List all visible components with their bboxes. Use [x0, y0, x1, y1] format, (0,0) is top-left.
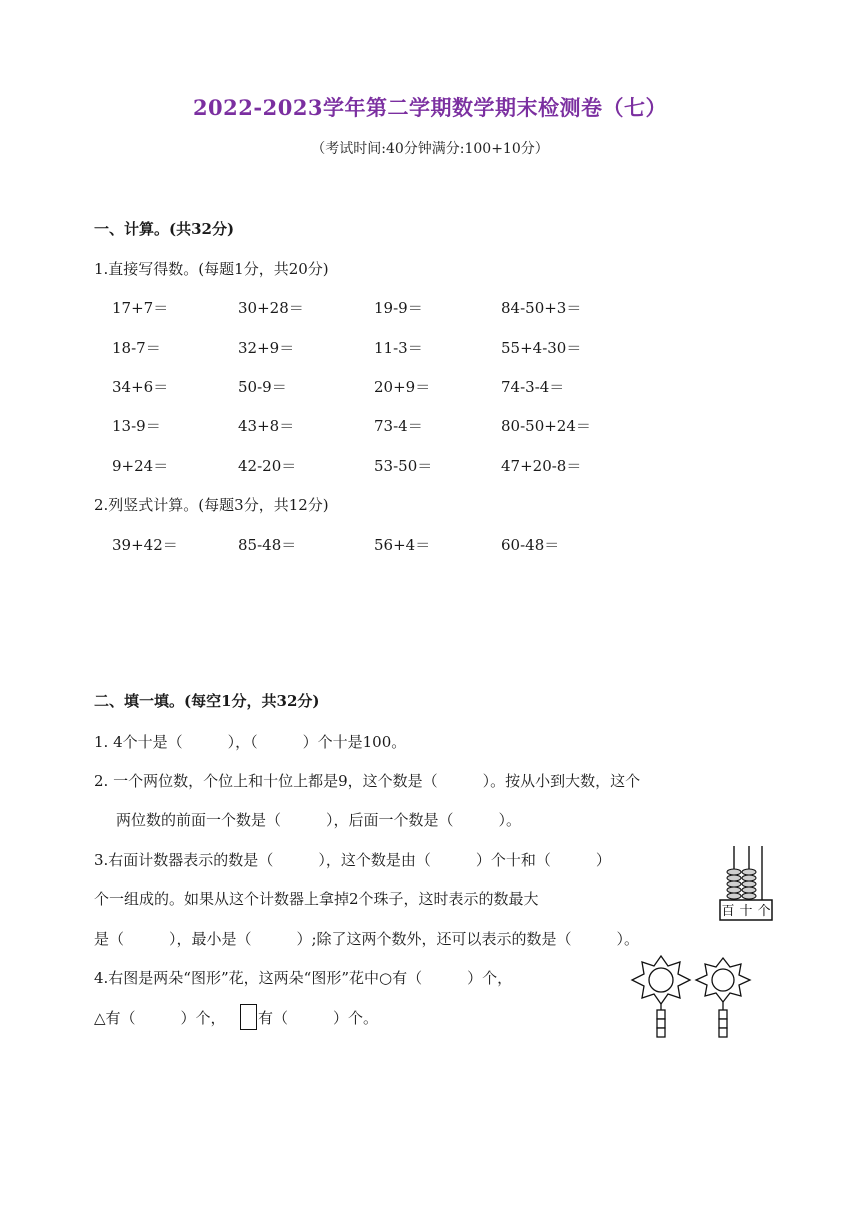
page-title: 2022-2023学年第二学期数学期末检测卷（七）	[192, 95, 668, 120]
rectangle-icon	[240, 1004, 257, 1030]
calc-item: 17+7＝	[112, 299, 169, 317]
abacus-label: 十	[739, 904, 753, 919]
fill-q2-line2: 两位数的前面一个数是（ ），后面一个数是（ ）。	[116, 811, 522, 829]
calc-item: 18-7＝	[112, 339, 161, 357]
fill-q2-line1: 2. 一个两位数，个位上和十位上都是9，这个数是（ ）。按从小到大数，这个	[94, 772, 641, 790]
section2-heading: 二、填一填。(每空1分，共32分)	[94, 692, 320, 710]
calc-item: 56+4＝	[374, 536, 431, 554]
calc-item: 11-3＝	[374, 339, 423, 357]
abacus-label: 百	[721, 904, 735, 919]
calc-item: 74-3-4＝	[501, 378, 565, 396]
calc-item: 39+42＝	[112, 536, 178, 554]
calc-item: 13-9＝	[112, 417, 161, 435]
calc-item: 42-20＝	[238, 457, 297, 475]
calc-item: 32+9＝	[238, 339, 295, 357]
fill-q3-line3: 是（ ），最小是（ ）;除了这两个数外，还可以表示的数是（ ）。	[94, 930, 640, 948]
section1-heading: 一、计算。(共32分)	[94, 220, 235, 238]
calc-item: 30+28＝	[238, 299, 304, 317]
calc-item: 47+20-8＝	[501, 457, 582, 475]
fill-q1: 1. 4个十是（ ），（ ）个十是100。	[94, 733, 407, 751]
calc-item: 43+8＝	[238, 417, 295, 435]
calc-item: 50-9＝	[238, 378, 287, 396]
calc-item: 9+24＝	[112, 457, 169, 475]
abacus-label: 个	[757, 904, 771, 919]
calc-item: 19-9＝	[374, 299, 423, 317]
q1-title: 1.直接写得数。(每题1分，共20分)	[94, 260, 329, 278]
q2-title: 2.列竖式计算。(每题3分，共12分)	[94, 496, 329, 514]
calc-item: 80-50+24＝	[501, 417, 591, 435]
calc-item: 34+6＝	[112, 378, 169, 396]
calc-item: 60-48＝	[501, 536, 560, 554]
fill-q3-line2: 个一组成的。如果从这个计数器上拿掉2个珠子，这时表示的数最大	[94, 890, 539, 908]
shape-flowers-icon	[630, 952, 762, 1044]
fill-q4-line2a: △有（ ）个，	[94, 1009, 226, 1027]
calc-item: 20+9＝	[374, 378, 431, 396]
calc-item: 53-50＝	[374, 457, 433, 475]
fill-q4-line2b: 有（ ）个。	[258, 1009, 379, 1027]
calc-item: 73-4＝	[374, 417, 423, 435]
calc-item: 85-48＝	[238, 536, 297, 554]
fill-q4-line1: 4.右图是两朵“图形”花，这两朵“图形”花中○有（ ）个，	[94, 969, 513, 987]
calc-item: 84-50+3＝	[501, 299, 582, 317]
exam-info: （考试时间:40分钟满分:100+10分）	[311, 141, 549, 157]
calc-item: 55+4-30＝	[501, 339, 582, 357]
abacus-icon	[716, 844, 776, 924]
fill-q3-line1: 3.右面计数器表示的数是（ ），这个数是由（ ）个十和（ ）	[94, 851, 611, 869]
